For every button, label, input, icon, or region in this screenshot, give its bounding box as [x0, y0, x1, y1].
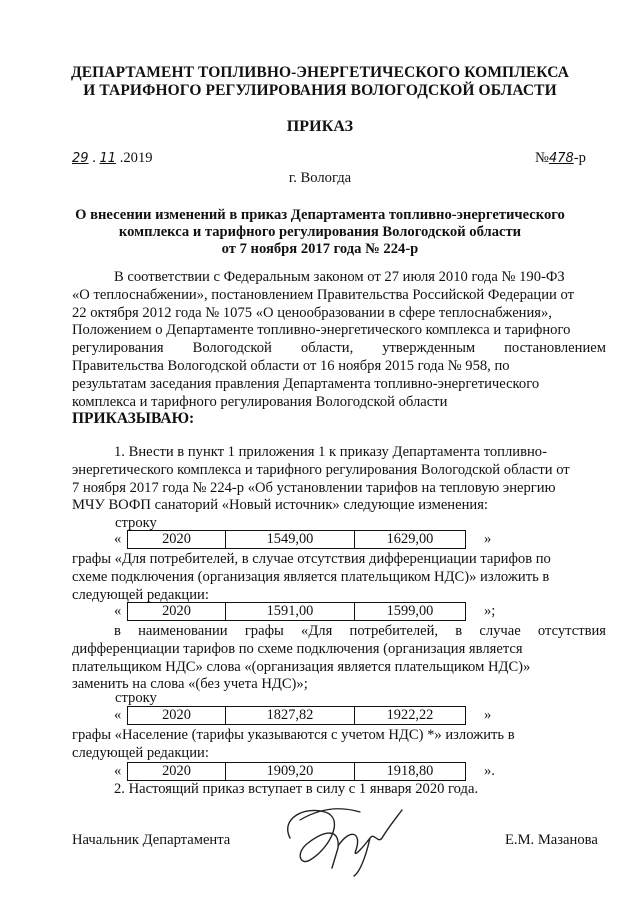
tariff-table-4 — [127, 762, 466, 781]
table-row — [128, 531, 466, 549]
order-word: ПРИКАЗЫВАЮ: — [72, 410, 195, 427]
document-number: №478-р — [535, 150, 586, 166]
table-cell-value: 1591,00 — [226, 603, 355, 621]
tariff-table-1 — [127, 530, 466, 549]
subject-line2: комплекса и тарифного регулирования Вологодской области — [118, 224, 522, 240]
document-date: 29 . 11 .2019 — [72, 150, 153, 166]
stroku-label-1: строку — [115, 515, 157, 531]
table-cell-value: 1922,22 — [355, 707, 466, 725]
table-cell-value: 1909,20 — [226, 763, 355, 781]
number-value: 478 — [548, 151, 574, 166]
table-row — [128, 603, 466, 621]
paragraph-2: в наименовании графы «Для потребителей, в случае отсутствия дифференциации тарифов по схеме подключения (организация является плательщиком НДС» слова «(организация является плательщиком НДС)» заменить на слова «(без учета НДС)»; — [72, 623, 606, 693]
handwritten-signature — [270, 798, 420, 878]
signatory-name: Е.М. Мазанова — [505, 832, 598, 848]
table-cell-year: 2020 — [128, 603, 226, 621]
city: г. Вологда — [288, 170, 352, 186]
date-day: 29 — [72, 151, 89, 166]
table-cell-year: 2020 — [128, 707, 226, 725]
department-name-line2: И ТАРИФНОГО РЕГУЛИРОВАНИЯ ВОЛОГОДСКОЙ ОБЛАСТИ — [83, 82, 557, 99]
subject-line3: от 7 ноября 2017 года № 224-р — [221, 241, 419, 257]
date-year: .2019 — [119, 150, 153, 166]
department-name-line1: ДЕПАРТАМЕНТ ТОПЛИВНО-ЭНЕРГЕТИЧЕСКОГО КОМПЛЕКСА — [70, 64, 570, 81]
table-cell-year: 2020 — [128, 531, 226, 549]
paragraph-1: графы «Для потребителей, в случае отсутствия дифференциации тарифов по схеме подключения (организация является плательщиком НДС)» изложить в следующей редакции: — [72, 551, 551, 603]
tariff-table-3 — [127, 706, 466, 725]
paragraph-3: графы «Население (тарифы указываются с учетом НДС) *» изложить в следующей редакции: — [72, 727, 515, 761]
date-month: 11 — [99, 151, 117, 166]
stroku-label-2: строку — [115, 690, 157, 706]
subject-line1: О внесении изменений в приказ Департамента топливно-энергетического — [75, 207, 565, 223]
document-type: ПРИКАЗ — [286, 118, 354, 135]
table-row — [128, 763, 466, 781]
tariff-table-2 — [127, 602, 466, 621]
table-row — [128, 707, 466, 725]
table-cell-value: 1549,00 — [226, 531, 355, 549]
preamble: В соответствии с Федеральным законом от 27 июля 2010 года № 190-ФЗ «О теплоснабжении», постановлением Правительства Российской Федерации от 22 октября 2012 года № 1075 «О ценообразовании в сфере теплоснабжения», Положением о Департаменте топливно-энергетического комплекса и тарифного регулирования Вологодской области, утвержденным постановлением Правительства Вологодской области от 16 ноября 2015 года № 958, по результатам заседания правления Департамента топливно-энергетического комплекса и тарифного регулирования Вологодской области — [72, 269, 606, 410]
table-cell-value: 1599,00 — [355, 603, 466, 621]
table-cell-year: 2020 — [128, 763, 226, 781]
signatory-position: Начальник Департамента — [72, 832, 231, 848]
item-1: 1. Внести в пункт 1 приложения 1 к приказу Департамента топливно- энергетического комплекса и тарифного регулирования Вологодской области от 7 ноября 2017 года № 224-р «Об установлении тарифов на тепловую энергию МЧУ ВОФП санаторий «Новый источник» следующие изменения: — [72, 444, 570, 514]
item-2: 2. Настоящий приказ вступает в силу с 1 января 2020 года. — [114, 781, 479, 797]
table-cell-value: 1629,00 — [355, 531, 466, 549]
table-cell-value: 1827,82 — [226, 707, 355, 725]
table-cell-value: 1918,80 — [355, 763, 466, 781]
